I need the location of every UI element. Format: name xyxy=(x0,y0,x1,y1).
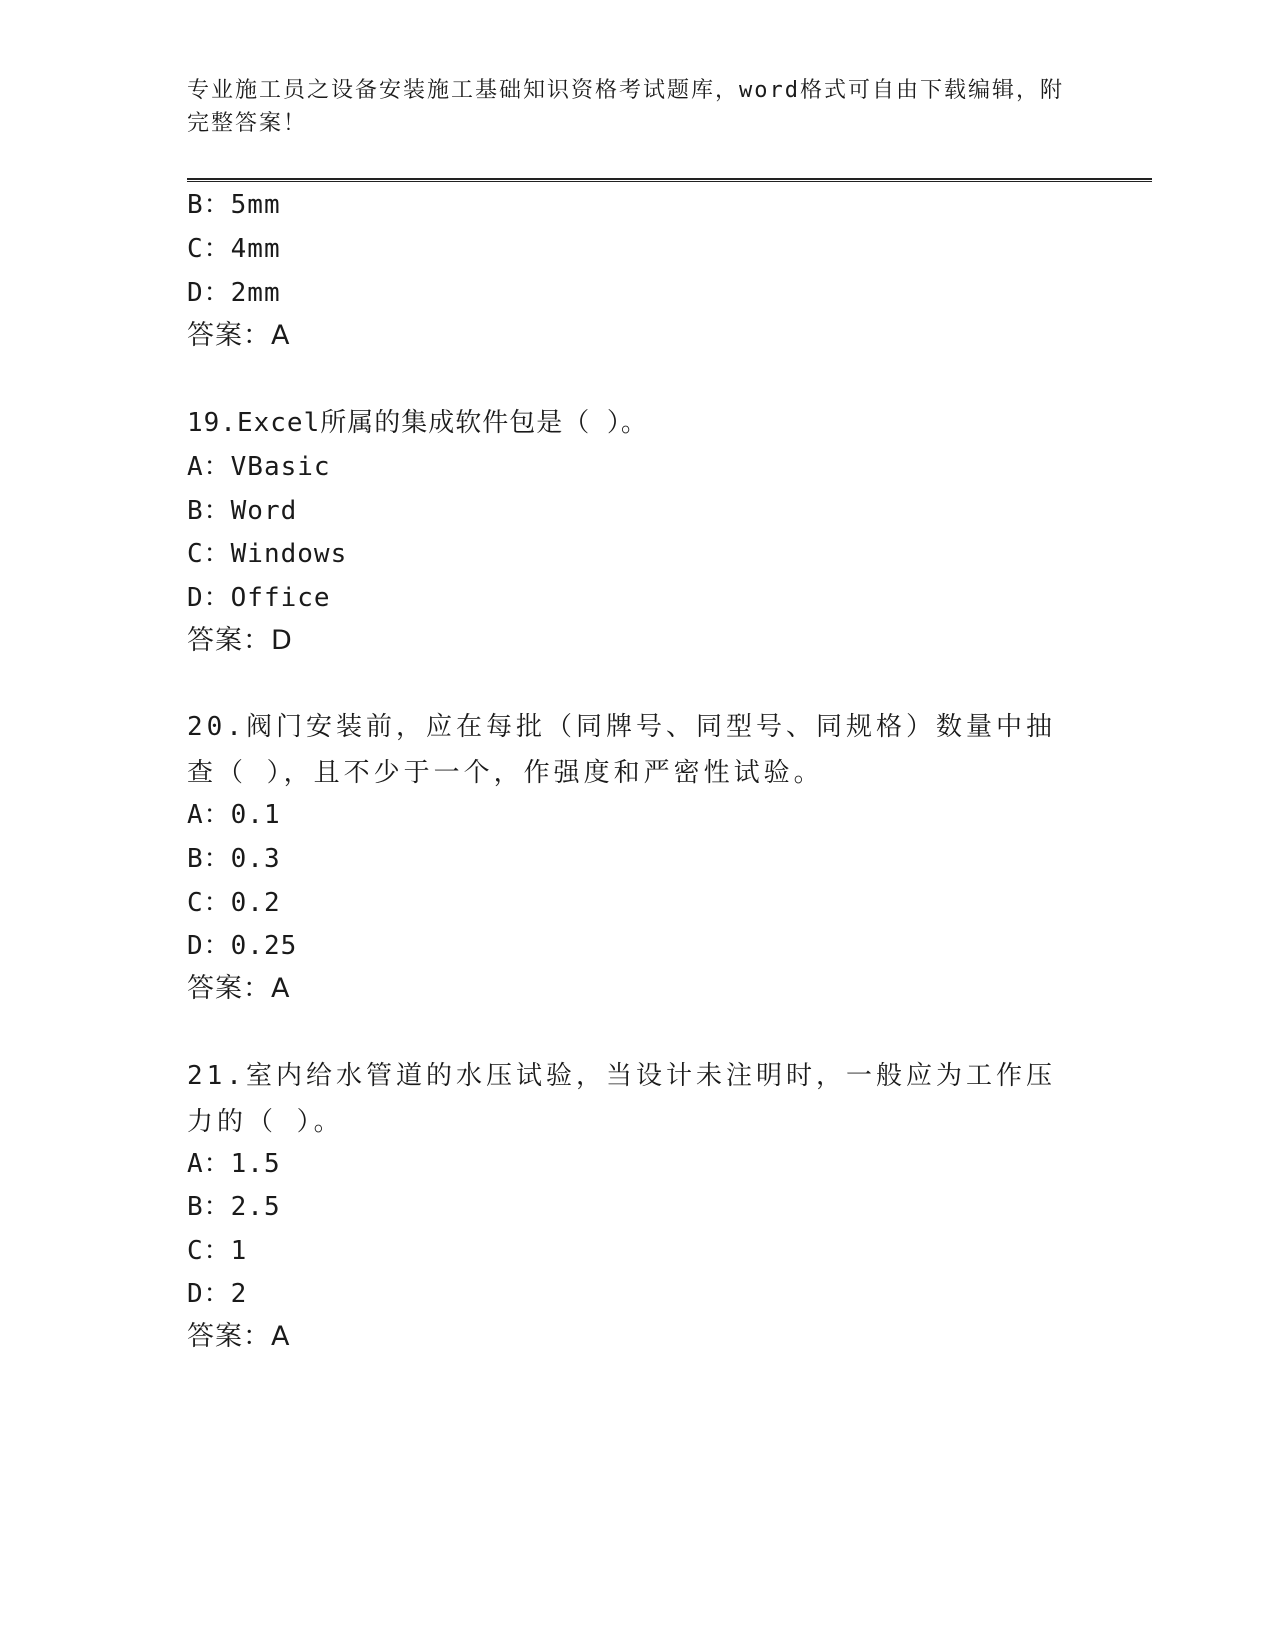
q21-answer: 答案：A xyxy=(187,1321,291,1352)
q21-option-c: C：1 xyxy=(187,1236,248,1266)
q20-question: 20.阀门安装前，应在每批（同牌号、同型号、同规格）数量中抽查（ ），且不少于一个，作强度和严密性试验。 xyxy=(187,712,1056,788)
q19-question: 19.Excel所属的集成软件包是（ ）。 xyxy=(187,408,648,438)
q20-option-d: D：0.25 xyxy=(187,931,298,961)
q18-option-b: B：5mm xyxy=(187,190,281,220)
q21-option-a: A：1.5 xyxy=(187,1149,281,1179)
q21-option-b: B：2.5 xyxy=(187,1192,281,1222)
q20-option-c: C：0.2 xyxy=(187,888,281,918)
q18-option-c: C：4mm xyxy=(187,234,281,264)
q20-option-b: B：0.3 xyxy=(187,844,281,874)
q18-option-d: D：2mm xyxy=(187,278,281,308)
document-header: 专业施工员之设备安装施工基础知识资格考试题库，word格式可自由下载编辑，附完整答案！ xyxy=(187,78,1064,136)
q19-answer: 答案：D xyxy=(187,625,293,656)
q20-answer: 答案：A xyxy=(187,973,291,1004)
q21-option-d: D：2 xyxy=(187,1279,248,1309)
q19-option-c: C：Windows xyxy=(187,539,348,569)
q21-question: 21.室内给水管道的水压试验，当设计未注明时，一般应为工作压力的（ ）。 xyxy=(187,1061,1056,1137)
q19-option-b: B：Word xyxy=(187,496,298,526)
q19-option-d: D：Office xyxy=(187,583,331,613)
q19-option-a: A：VBasic xyxy=(187,452,331,482)
header-divider xyxy=(187,178,1152,182)
q18-answer: 答案：A xyxy=(187,320,291,351)
q20-option-a: A：0.1 xyxy=(187,800,281,830)
